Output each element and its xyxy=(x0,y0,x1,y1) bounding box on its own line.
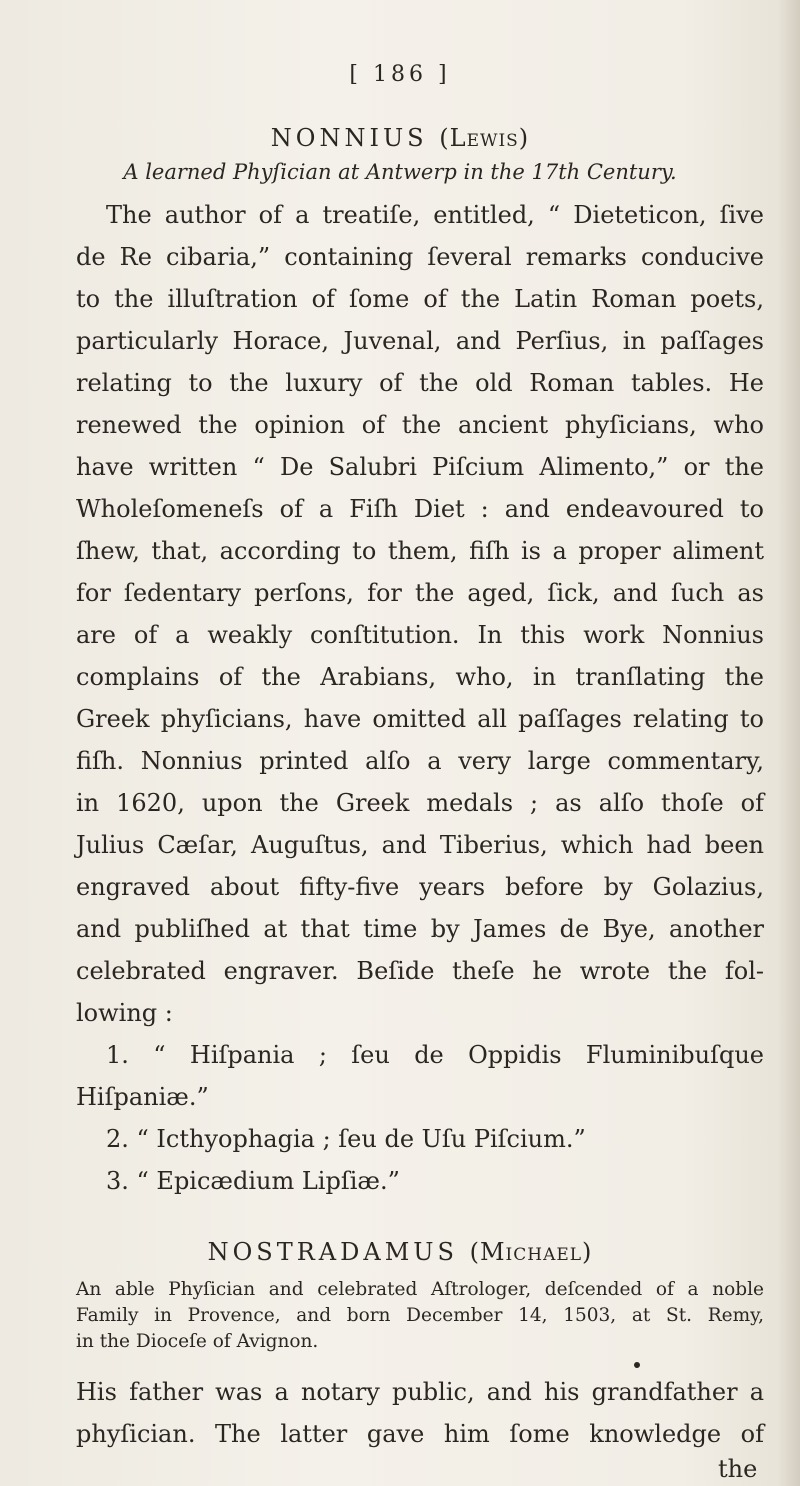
body-line: complains of the Arabians, who, in tranſlating the xyxy=(76,663,764,691)
body-line: to the illuſtration of ſome of the Latin Roman poets, xyxy=(76,285,764,313)
body-line: in 1620, upon the Greek medals ; as alſo thoſe of xyxy=(76,789,764,817)
body-line: particularly Horace, Juvenal, and Perſius, in paſſages xyxy=(76,327,764,355)
body-line: relating to the luxury of the old Roman tables. He xyxy=(76,369,764,397)
body-line: are of a weakly conſtitution. In this work Nonnius xyxy=(76,621,764,649)
body-line: de Re cibaria,” containing ſeveral remarks conducive xyxy=(76,243,764,271)
body-line: celebrated engraver. Beſide theſe he wrote the fol- xyxy=(76,957,764,985)
entry-subtitle: A learned Phyſician at Antwerp in the 17th Century. xyxy=(123,160,677,184)
body-line: renewed the opinion of the ancient phyſicians, who xyxy=(76,411,764,439)
entry-heading-nostradamus xyxy=(0,1238,800,1266)
body-line: Wholeſomeneſs of a Fiſh Diet : and endeavoured to xyxy=(76,495,764,523)
body-line: for ſedentary perſons, for the aged, ſick, and ſuch as xyxy=(76,579,764,607)
body-line: ſhew, that, according to them, fiſh is a proper aliment xyxy=(76,537,764,565)
entry-heading-nonnius xyxy=(0,124,800,152)
body-line: engraved about fifty-five years before by Golazius, xyxy=(76,873,764,901)
entry-subtitle-line: in the Dioceſe of Avignon. xyxy=(76,1331,319,1352)
body-line: fiſh. Nonnius printed alſo a very large commentary, xyxy=(76,747,764,775)
body-line: Greek phyſicians, have omitted all paſſages relating to xyxy=(76,705,764,733)
work-item-3: 3. “ Epicædium Lipſiæ.” xyxy=(106,1167,400,1195)
entry-name: NONNIUS xyxy=(270,124,428,152)
body-line: The author of a treatiſe, entitled, “ Dieteticon, ſive xyxy=(106,201,764,229)
entry-subtitle-line: Family in Provence, and born December 14, 1503, at St. Remy, xyxy=(76,1305,764,1326)
body-line: and publiſhed at that time by James de Bye, another xyxy=(76,915,764,943)
entry-name-paren: (Michael) xyxy=(469,1238,593,1266)
work-item-2: 2. “ Icthyophagia ; ſeu de Uſu Piſcium.” xyxy=(106,1125,586,1153)
ink-dot xyxy=(634,1362,640,1368)
entry-name-paren: (Lewis) xyxy=(439,124,530,152)
catchword: the xyxy=(718,1455,758,1483)
body-line: phyſician. The latter gave him ſome knowledge of xyxy=(76,1420,764,1448)
page-number: [ 186 ] xyxy=(349,62,451,87)
body-line: lowing : xyxy=(76,999,173,1027)
body-line: His father was a notary public, and his grandfather a xyxy=(76,1378,764,1406)
body-line: Julius Cæſar, Auguſtus, and Tiberius, which had been xyxy=(76,831,764,859)
entry-subtitle-line: An able Phyſician and celebrated Aſtrologer, deſcended of a noble xyxy=(76,1279,764,1300)
work-item-1: 1. “ Hiſpania ; ſeu de Oppidis Fluminibuſque xyxy=(106,1041,764,1069)
body-line: have written “ De Salubri Piſcium Alimento,” or the xyxy=(76,453,764,481)
entry-name: NOSTRADAMUS xyxy=(207,1238,458,1266)
work-item-1-cont: Hiſpaniæ.” xyxy=(76,1083,209,1111)
